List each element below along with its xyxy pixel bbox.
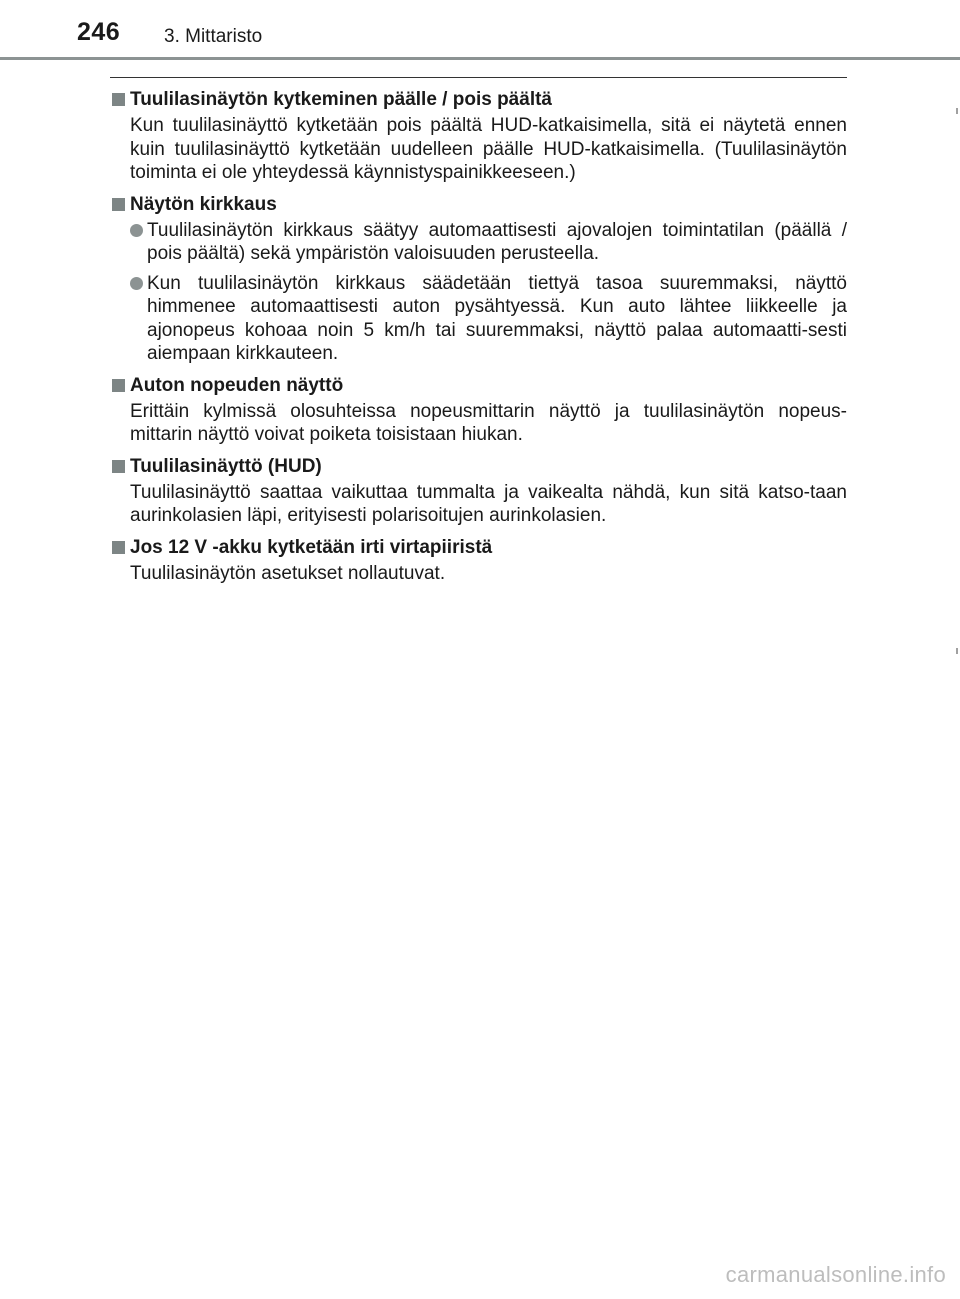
square-bullet-icon xyxy=(112,198,125,211)
circle-bullet-icon xyxy=(130,224,143,237)
square-bullet-icon xyxy=(112,379,125,392)
section-battery-disconnect xyxy=(110,536,847,586)
header-divider xyxy=(0,57,960,60)
section-heading-text: Jos 12 V -akku kytketään irti virtapiiristä xyxy=(130,536,493,558)
list-item xyxy=(110,272,847,366)
page-header xyxy=(0,0,960,62)
list-item-text: Kun tuulilasinäytön kirkkaus säädetään tiettyä tasoa suuremmaksi, näyttö himmenee automaattisesti auton pysähtyessä. Kun auto lähtee liikkeelle ja ajonopeus kohoaa noin 5 km/h tai suuremmaksi, näyttö palaa automaatti-sesti aiempaan kirkkauteen. xyxy=(147,272,847,364)
list-item-text: Tuulilasinäytön kirkkaus säätyy automaattisesti ajovalojen toimintatilan (päällä / pois päältä) sekä ympäristön valoisuuden perusteella. xyxy=(147,219,847,264)
section-brightness xyxy=(110,193,847,366)
section-heading xyxy=(110,193,847,217)
section-divider xyxy=(110,77,847,78)
section-hud xyxy=(110,455,847,528)
section-heading-text: Tuulilasinäyttö (HUD) xyxy=(130,455,322,477)
section-heading-text: Näytön kirkkaus xyxy=(130,193,277,215)
square-bullet-icon xyxy=(112,541,125,554)
section-heading xyxy=(110,536,847,560)
section-heading xyxy=(110,88,847,112)
section-speed-display xyxy=(110,374,847,447)
section-heading-text: Auton nopeuden näyttö xyxy=(130,374,344,396)
section-heading xyxy=(110,374,847,398)
watermark-text: carmanualsonline.info xyxy=(725,1262,946,1287)
section-paragraph: Tuulilasinäyttö saattaa vaikuttaa tummalta ja vaikealta nähdä, kun sitä katso-taan aurinkolasien läpi, erityisesti polarisoitujen aurinkolasien. xyxy=(130,481,847,526)
section-paragraph: Erittäin kylmissä olosuhteissa nopeusmittarin näyttö ja tuulilasinäytön nopeus-mittarin näyttö voivat poiketa toisistaan hiukan. xyxy=(130,400,847,445)
section-heading xyxy=(110,455,847,479)
section-paragraph: Kun tuulilasinäyttö kytketään pois päältä HUD-katkaisimella, sitä ei näytetä ennen kuin tuulilasinäyttö kytketään uudelleen päälle HUD-katkaisimella. (Tuulilasinäytön toiminta ei ole yhteydessä käynnistyspainikkeeseen.) xyxy=(130,115,847,183)
section-paragraph: Tuulilasinäytön asetukset nollautuvat. xyxy=(130,562,446,584)
square-bullet-icon xyxy=(112,460,125,473)
circle-bullet-icon xyxy=(130,277,143,290)
page-content xyxy=(110,88,847,593)
edge-tick xyxy=(956,648,958,654)
section-heading-text: Tuulilasinäytön kytkeminen päälle / pois päältä xyxy=(130,89,552,110)
edge-tick xyxy=(956,108,958,114)
square-bullet-icon xyxy=(112,93,125,106)
chapter-title: 3. Mittaristo xyxy=(164,26,263,47)
page-number: 246 xyxy=(77,18,121,46)
section-display-on-off xyxy=(110,88,847,185)
list-item xyxy=(110,219,847,266)
